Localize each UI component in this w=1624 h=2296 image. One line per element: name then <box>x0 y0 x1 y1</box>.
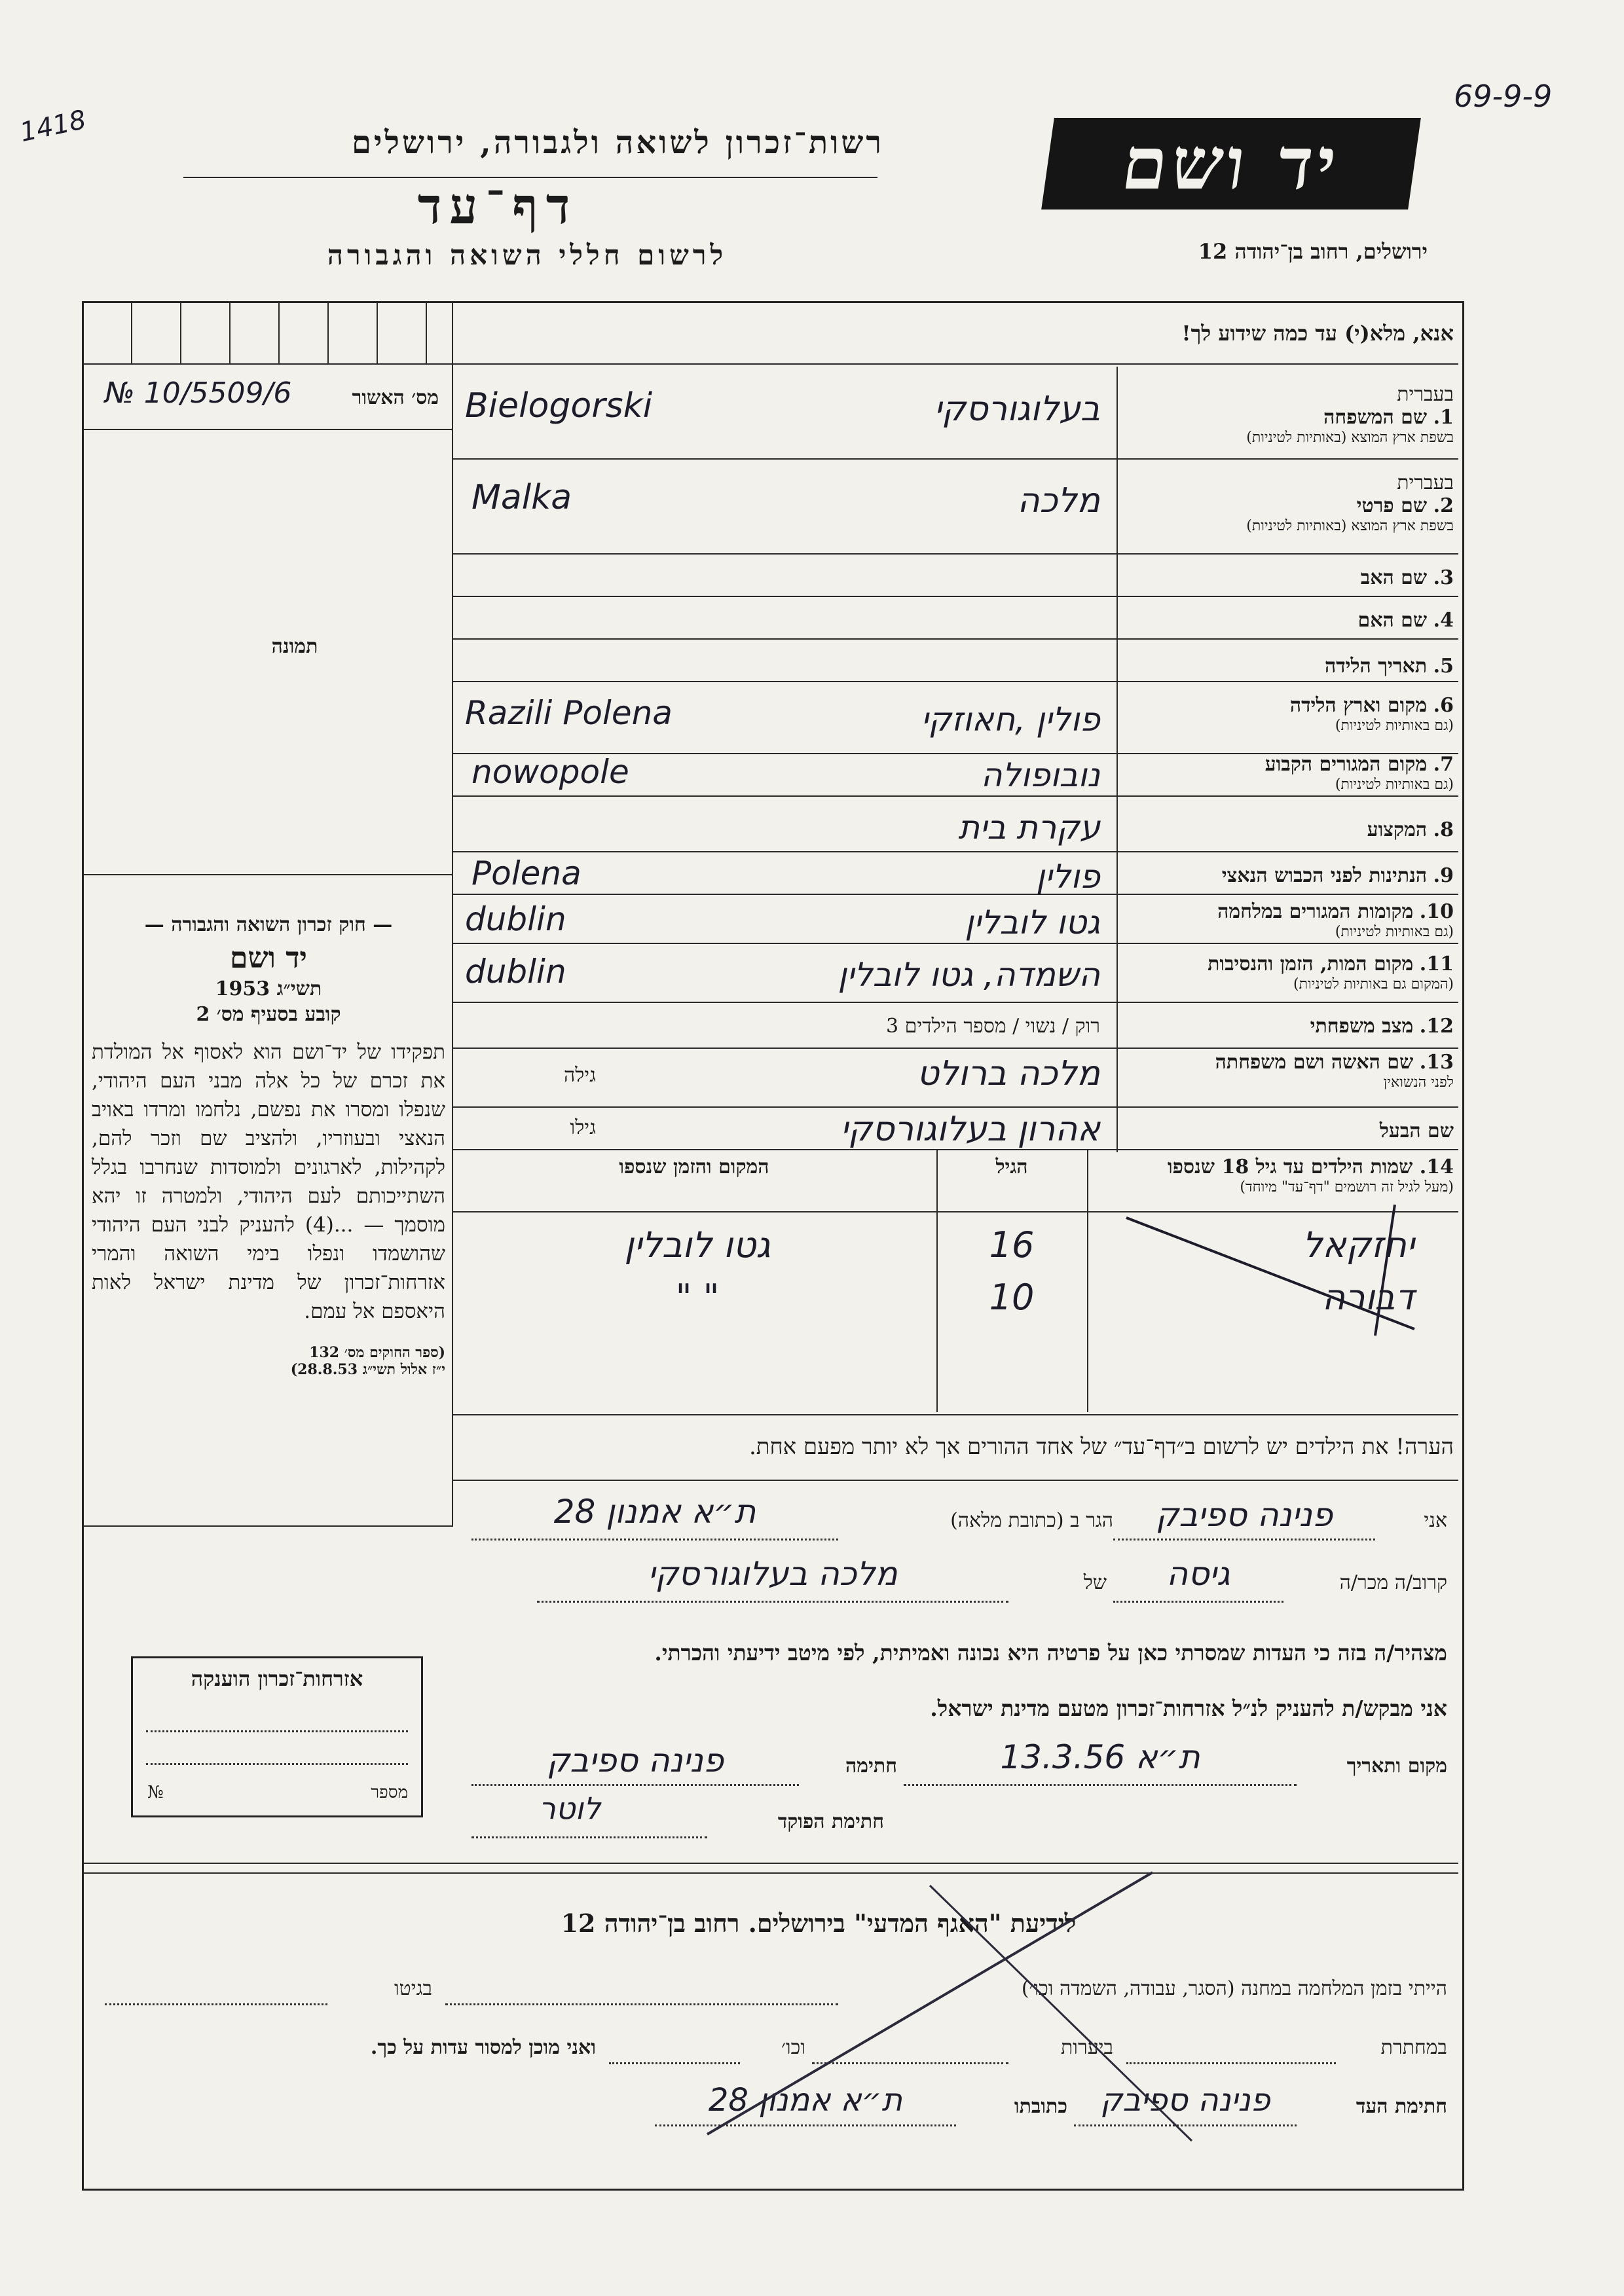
page-subtitle: לרשום חללי השואה והגבורה <box>327 239 728 271</box>
field-7-num: 7. <box>1433 753 1454 776</box>
field-5-label: תאריך הלידה <box>1324 655 1428 678</box>
husband-age-label: גילו <box>570 1116 596 1139</box>
citizenship-number-label: מספר <box>371 1783 408 1802</box>
law-box <box>92 913 445 1378</box>
field-13-value: מלכה ברולט <box>917 1054 1100 1093</box>
field-6-value-hebrew: פולין ,חאוזקי <box>921 701 1100 738</box>
strike-through-marks <box>1113 1192 1441 1362</box>
field-7-label: מקום המגורים הקבוע <box>1264 753 1428 776</box>
field-13-num: 13. <box>1419 1051 1454 1074</box>
field-9-num: 9. <box>1433 864 1454 887</box>
child-1-name: יחזקאל <box>1302 1224 1414 1266</box>
children-header-note: (מעל לגיל זה רושמים "דף־עד" מיוחד) <box>1240 1179 1454 1195</box>
field-10-sub: (גם באותיות לטיניות) <box>1335 924 1454 940</box>
corner-stamp-left: 1418 <box>17 104 89 149</box>
field-1-label: שם המשפחה <box>1323 406 1428 429</box>
decl-address-label: הגר ב (כתובת מלאה) <box>950 1509 1113 1532</box>
field-7-value-latin: nowopole <box>471 753 629 791</box>
field-7-value-hebrew: נובופולה <box>980 756 1100 794</box>
bottom-etc-label: וכו׳ <box>781 2036 805 2059</box>
field-11-sub: (המקום גם באותיות לטיניות) <box>1293 976 1454 993</box>
page-title: דף־עד <box>417 177 578 235</box>
bottom-ghetto-label: בגיטו <box>394 1977 432 2000</box>
field-11-label: מקום המות, הזמן והנסיבות <box>1208 953 1414 975</box>
law-year: תשי״ג 1953 <box>215 977 322 1000</box>
field-1-num: 1. <box>1433 406 1454 429</box>
children-header-age: הגיל <box>995 1156 1028 1178</box>
approval-label: מס׳ האשור <box>352 386 439 409</box>
law-clause: קובע בסעיף מס׳ 2 <box>196 1003 341 1026</box>
bottom-testimony-text: ואני מוכן למסור עדות על כך. <box>370 2036 596 2059</box>
field-8-value: עקרת בית <box>958 809 1100 847</box>
children-header-place: המקום והזמן שנספו <box>619 1156 769 1178</box>
decl-prefix: אני <box>1424 1509 1447 1532</box>
child-2-age: 10 <box>989 1277 1035 1318</box>
field-2-sub-hebrew: בעברית <box>1397 471 1454 494</box>
corner-stamp-right: 69-9-9 <box>1454 79 1553 114</box>
field-12-value: רוק / נשוי / מספר הילדים 3 <box>885 1015 1100 1038</box>
field-1-sub-latin: בשפת ארץ המוצא (באותיות לטיניות) <box>1246 429 1454 446</box>
cross-out-mark <box>655 1859 1244 2160</box>
field-10-label: מקומות המגורים במלחמה <box>1217 900 1414 923</box>
field-6-sub: (גם באותיות לטיניות) <box>1335 718 1454 734</box>
decl-relation: גיסה <box>1166 1555 1230 1593</box>
bottom-camp-text: הייתי בזמן המלחמה במחנה (הסגר, עבודה, השמדה וכו׳) <box>1021 1977 1447 2000</box>
law-name: יד ושם <box>230 941 307 975</box>
citizenship-box <box>131 1656 423 1817</box>
children-header-names: 14. שמות הילדים עד גיל 18 שנספו <box>1167 1156 1454 1178</box>
field-1-value-latin: Bielogorski <box>465 386 653 426</box>
field-10-value-hebrew: גטו לובלין <box>965 903 1100 941</box>
photo-label: תמונה <box>271 635 318 658</box>
decl-person: מלכה בעלוגורסקי <box>648 1555 898 1593</box>
field-3-label: שם האב <box>1360 566 1428 589</box>
yad-vashem-logo: יד ושם <box>1041 118 1421 210</box>
citizenship-title: אזרחות־זכרון הוענקה <box>191 1666 363 1691</box>
officer-signature-label: חתימת הפוקד <box>777 1810 884 1833</box>
child-1-place: גטו לובלין <box>624 1224 771 1266</box>
authority-name: רשות־זכרון לשואה ולגבורה, ירושלים <box>351 124 884 161</box>
field-12-label: מצב משפחתי <box>1310 1015 1414 1038</box>
child-1-age: 16 <box>989 1224 1035 1266</box>
law-ref-2: י״ז אלול תשי״ג 28.8.53) <box>290 1361 445 1378</box>
place-date-label: מקום ותאריך <box>1346 1755 1447 1777</box>
field-11-num: 11. <box>1419 953 1454 975</box>
field-4-num: 4. <box>1433 609 1454 632</box>
field-9-value-latin: Polena <box>471 854 581 892</box>
decl-name: פנינה ספיבק <box>1155 1496 1333 1534</box>
field-11-value-latin: dublin <box>465 953 566 991</box>
field-5-num: 5. <box>1433 655 1454 678</box>
witness-signature-label: חתימת העד <box>1356 2095 1447 2118</box>
field-2-label: שם פרטי <box>1356 494 1428 517</box>
decl-address: ת״א אמנון 28 <box>553 1493 756 1531</box>
field-2-value-hebrew: מלכה <box>1017 481 1100 520</box>
bottom-title: לידיעת "האגף המדעי" בירושלים. רחוב בן־יהודה 12 <box>561 1908 1077 1938</box>
field-13-label: שם האשה ושם משפחתה <box>1215 1051 1414 1074</box>
field-8-num: 8. <box>1433 818 1454 841</box>
law-ref-1: (ספר החוקים מס׳ 132 <box>309 1344 445 1361</box>
note-text: הערה! את הילדים יש לרשום ב״דף־עד״ של אחד ההורים אך לא יותר מפעם אחת. <box>748 1434 1454 1460</box>
signature-label: חתימה <box>845 1755 897 1777</box>
field-3-num: 3. <box>1433 566 1454 589</box>
field-6-value-latin: Razili Polena <box>465 694 673 732</box>
field-6-num: 6. <box>1433 694 1454 717</box>
law-text: תפקידו של יד־ושם הוא לאסוף אל המולדת את זכרם של כל אלה מבני העם היהודי, שנפלו ומסרו את נפשם, נלחמו ומרדו באויב הנאצי ובעוזריו, ולהציב שם וזכר להם, לקהילות, לארגונים ולמוסדות שנחרבו בגלל השתייכותם לעם היהודי, ולמטרה זו יהא מוסמך — ...(4) להעניק לבני העם היהודי שהושמדו ונפלו בימי השואה והמרי אזרחות־זכרון של מדינת ישראל לאות היאספם אל עמם. <box>92 1040 445 1323</box>
field-9-label: הנתינות לפני הכבוש הנאצי <box>1221 864 1428 887</box>
witness-address: ת״א אמנון 28 <box>708 2082 903 2119</box>
field-13-age-label: גילה <box>563 1064 596 1087</box>
witness-address-label: כתובתו <box>1014 2095 1067 2118</box>
field-2-value-latin: Malka <box>471 478 572 517</box>
decl-request: אני מבקש/ת להעניק לנ״ל אזרחות־זכרון מטעם מדינת ישראל. <box>930 1696 1447 1721</box>
field-9-value-hebrew: פולין <box>1035 858 1100 896</box>
field-7-sub: (גם באותיות לטיניות) <box>1335 776 1454 793</box>
intro-text: אנא, מלא(י) עד כמה שידוע לך! <box>1181 321 1454 346</box>
field-10-num: 10. <box>1419 900 1454 923</box>
citizenship-number-prefix: № <box>147 1783 164 1802</box>
decl-of-label: של <box>1083 1571 1107 1594</box>
address: ירושלים, רחוב בן־יהודה 12 <box>1198 239 1428 264</box>
field-10-value-latin: dublin <box>465 900 566 938</box>
field-11-value-hebrew: השמדה, גטו לובלין <box>838 956 1100 994</box>
bottom-underground-label: במחתרת <box>1380 2036 1447 2059</box>
field-1-sub-hebrew: בעברית <box>1397 383 1454 406</box>
field-13-sub: לפני הנשואין <box>1383 1074 1454 1091</box>
field-2-sub-latin: בשפת ארץ המוצא (באותיות לטיניות) <box>1246 518 1454 534</box>
field-4-label: שם האם <box>1357 609 1428 632</box>
husband-label: שם הבעל <box>1379 1120 1454 1142</box>
officer-signature: לוטר <box>538 1791 601 1826</box>
field-6-label: מקום וארץ הלידה <box>1289 694 1428 717</box>
decl-relation-label: קרוב/ה מכר/ה <box>1339 1571 1447 1594</box>
child-2-place: " " <box>675 1277 720 1318</box>
child-2-name: דבורה <box>1321 1277 1414 1318</box>
field-2-num: 2. <box>1433 494 1454 517</box>
law-title: — חוק זכרון השואה והגבורה — <box>144 913 393 936</box>
field-12-num: 12. <box>1419 1015 1454 1038</box>
decl-statement: מצהיר/ה בזה כי העדות שמסרתי כאן על פרטיה היא נכונה ואמיתית, לפי מיטב ידיעתי והכרתי. <box>654 1640 1447 1666</box>
signature-value: פנינה ספיבק <box>546 1741 724 1779</box>
husband-value: אהרון בעלוגורסקי <box>840 1110 1100 1149</box>
bottom-forests-label: ביערות <box>1060 2036 1113 2059</box>
approval-number: № 10/5509/6 <box>105 376 292 410</box>
field-8-label: המקצוע <box>1367 818 1428 841</box>
place-date-value: ת״א 13.3.56 <box>1000 1738 1200 1776</box>
witness-signature: פנינה ספיבק <box>1100 2082 1270 2119</box>
field-1-value-hebrew: בעלוגורסקי <box>934 390 1100 429</box>
